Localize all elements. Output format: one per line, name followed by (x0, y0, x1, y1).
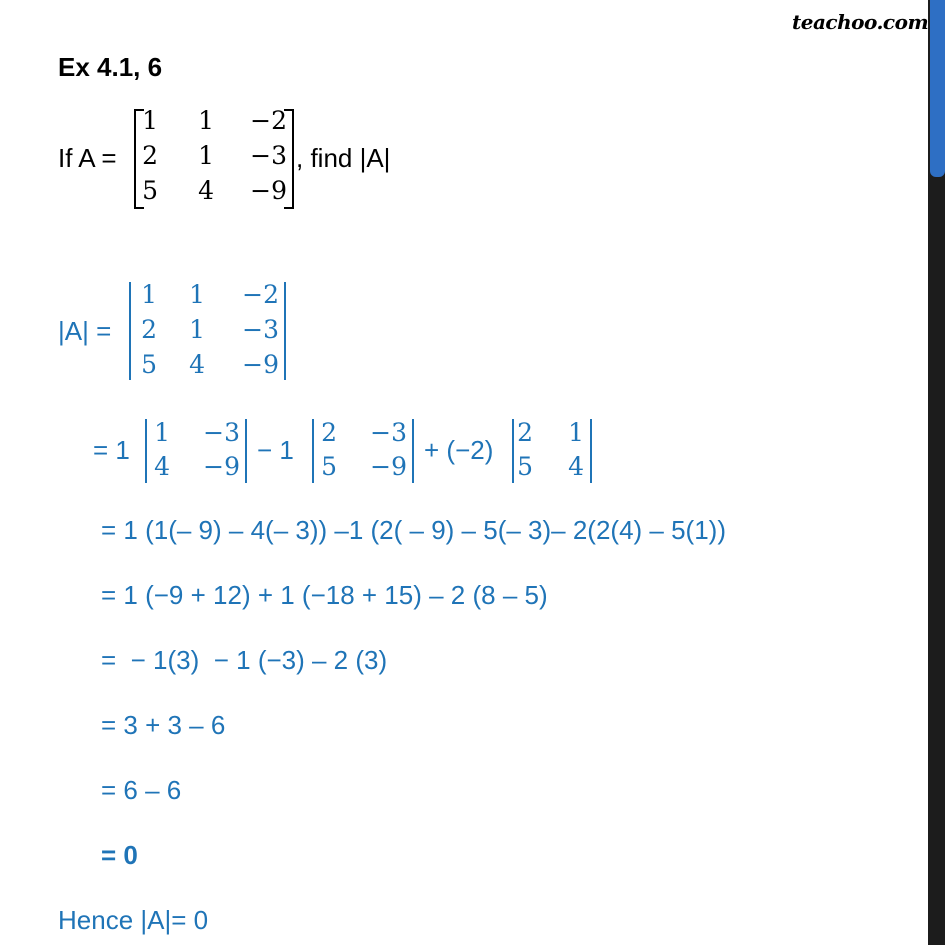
minor-1 (143, 418, 243, 486)
det-cell: 5 (141, 350, 157, 379)
conclusion-line: Hence |A|= 0 (58, 905, 209, 935)
det-cell: −9 (242, 350, 279, 379)
minor-cell: 5 (321, 452, 337, 481)
matrix-cell: 1 (142, 106, 158, 135)
step-line: = 6 – 6 (101, 775, 182, 805)
det-cell: 4 (189, 350, 205, 379)
question-prefix: If A = (58, 143, 124, 173)
expansion-term-2: − 1 (257, 435, 302, 465)
question-suffix: , find |A| (296, 143, 391, 173)
det-cell: −3 (242, 315, 279, 344)
matrix-cell: 5 (142, 176, 158, 205)
minor-cell: 4 (568, 452, 584, 481)
det-cell: −2 (242, 280, 279, 309)
minor-cell: −9 (370, 452, 407, 481)
minor-cell: 1 (154, 418, 170, 447)
matrix-cell: −2 (250, 106, 287, 135)
minor-cell: 4 (154, 452, 170, 481)
matrix-cell: 2 (142, 141, 158, 170)
minor-cell: 2 (321, 418, 337, 447)
step-line: = 1 (−9 + 12) + 1 (−18 + 15) – 2 (8 – 5) (101, 580, 548, 610)
det-cell: 1 (141, 280, 157, 309)
matrix-cell: 1 (198, 106, 214, 135)
matrix-cell: 1 (198, 141, 214, 170)
minor-cell: −3 (203, 418, 240, 447)
minor-cell: 2 (517, 418, 533, 447)
minor-2 (310, 418, 410, 486)
matrix-cell: 4 (198, 176, 214, 205)
det-cell: 2 (141, 315, 157, 344)
minor-cell: −9 (203, 452, 240, 481)
minor-cell: −3 (370, 418, 407, 447)
det-matrix (127, 280, 292, 384)
exercise-title: Ex 4.1, 6 (58, 52, 163, 82)
det-label: |A| = (58, 316, 119, 346)
det-cell: 1 (189, 315, 205, 344)
matrix-cell: −3 (250, 141, 287, 170)
expansion-term-3: + (−2) (424, 435, 501, 465)
step-line: = 1 (1(– 9) – 4(– 3)) –1 (2( – 9) – 5(– 3)– 2(2(4) – 5(1)) (101, 515, 726, 545)
step-line: = 3 + 3 – 6 (101, 710, 226, 740)
matrix-cell: −9 (250, 176, 287, 205)
step-line: = − 1(3) − 1 (−3) – 2 (3) (101, 645, 388, 675)
question-matrix (132, 106, 292, 210)
minor-cell: 1 (568, 418, 584, 447)
result-line: = 0 (101, 840, 138, 870)
teachoo-logo: teachoo.com (792, 10, 929, 34)
minor-cell: 5 (517, 452, 533, 481)
minor-3 (510, 418, 592, 486)
expansion-term-1: = 1 (93, 435, 138, 465)
det-cell: 1 (189, 280, 205, 309)
scrollbar-thumb[interactable] (930, 0, 945, 177)
